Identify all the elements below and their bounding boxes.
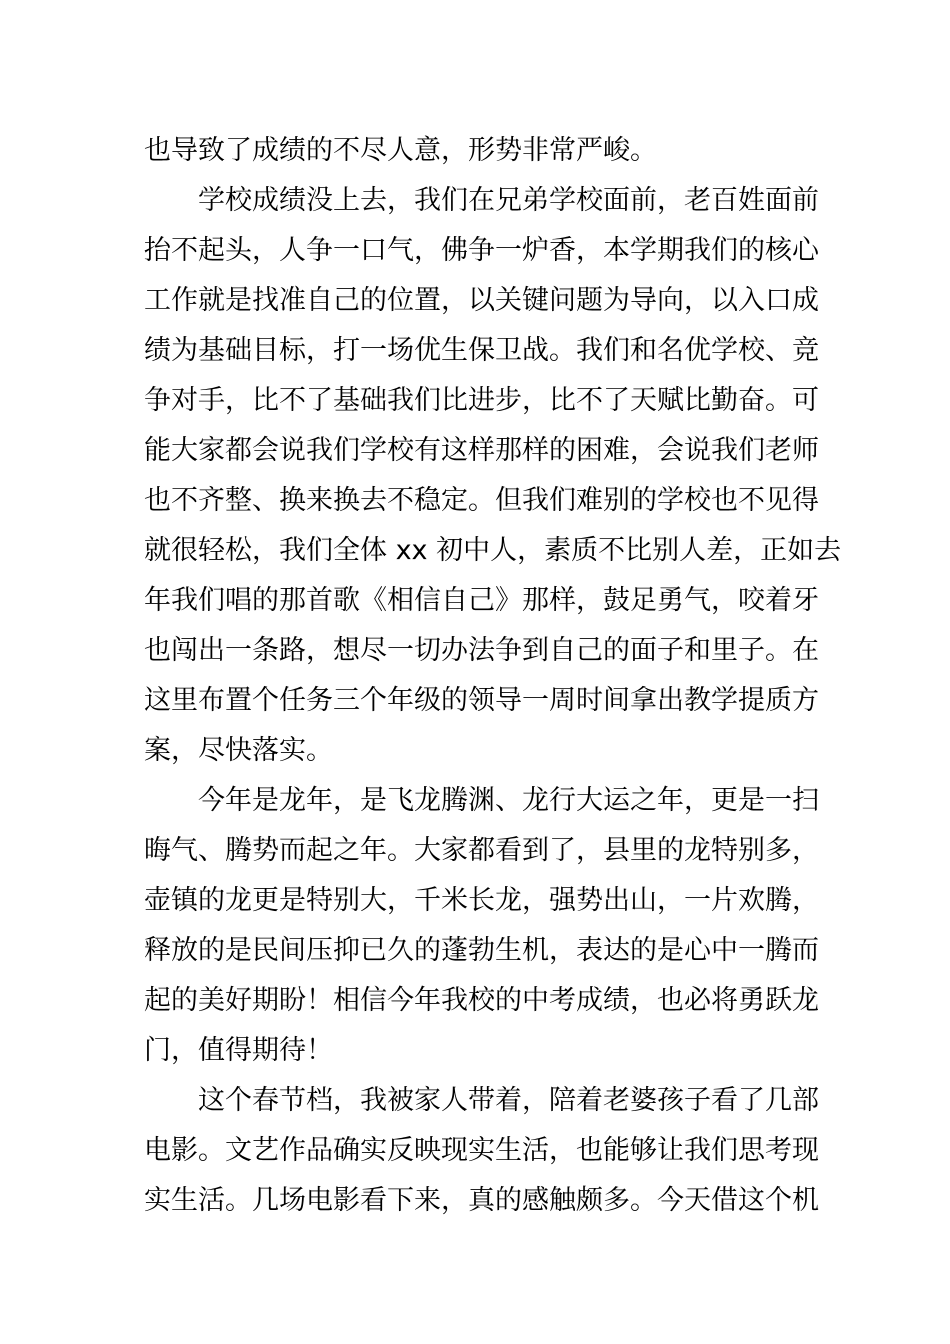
text-line: 也导致了成绩的不尽人意，形势非常严峻。 bbox=[144, 135, 657, 166]
text-line: 起的美好期盼！相信今年我校的中考成绩，也必将勇跃龙 bbox=[144, 985, 819, 1016]
text-line: 也闯出一条路，想尽一切办法争到自己的面子和里子。在 bbox=[144, 635, 819, 666]
body-text bbox=[144, 126, 842, 1226]
text-line: 壶镇的龙更是特别大，千米长龙，强势出山，一片欢腾， bbox=[144, 885, 819, 916]
text-line: 争对手，比不了基础我们比进步，比不了天赋比勤奋。可 bbox=[144, 385, 819, 416]
paragraph-last-line: 案，尽快落实。 bbox=[144, 735, 333, 766]
text-line: 能大家都会说我们学校有这样那样的困难，会说我们老师 bbox=[144, 435, 819, 466]
text-line: 年我们唱的那首歌《相信自己》那样，鼓足勇气，咬着牙 bbox=[144, 585, 819, 616]
text-line: 这里布置个任务三个年级的领导一周时间拿出教学提质方 bbox=[144, 685, 819, 716]
text-line: 工作就是找准自己的位置，以关键问题为导向，以入口成 bbox=[144, 285, 819, 316]
paragraph-last-line: 门，值得期待！ bbox=[144, 1035, 333, 1066]
text-line: 就很轻松，我们全体 xx 初中人，素质不比别人差，正如去 bbox=[144, 535, 842, 566]
text-line: 实生活。几场电影看下来，真的感触颇多。今天借这个机 bbox=[144, 1185, 819, 1216]
text-line: 也不齐整、换来换去不稳定。但我们难别的学校也不见得 bbox=[144, 485, 819, 516]
text-line: 晦气、腾势而起之年。大家都看到了，县里的龙特别多， bbox=[144, 835, 819, 866]
text-line: 电影。文艺作品确实反映现实生活，也能够让我们思考现 bbox=[144, 1135, 819, 1166]
paragraph-first-line: 这个春节档，我被家人带着，陪着老婆孩子看了几部 bbox=[198, 1085, 819, 1116]
text-line: 释放的是民间压抑已久的蓬勃生机，表达的是心中一腾而 bbox=[144, 935, 819, 966]
paragraph-first-line: 学校成绩没上去，我们在兄弟学校面前，老百姓面前 bbox=[198, 185, 819, 216]
text-line: 抬不起头，人争一口气，佛争一炉香，本学期我们的核心 bbox=[144, 235, 819, 266]
text-line: 绩为基础目标，打一场优生保卫战。我们和名优学校、竞 bbox=[144, 335, 819, 366]
paragraph-first-line: 今年是龙年，是飞龙腾渊、龙行大运之年，更是一扫 bbox=[198, 785, 819, 816]
